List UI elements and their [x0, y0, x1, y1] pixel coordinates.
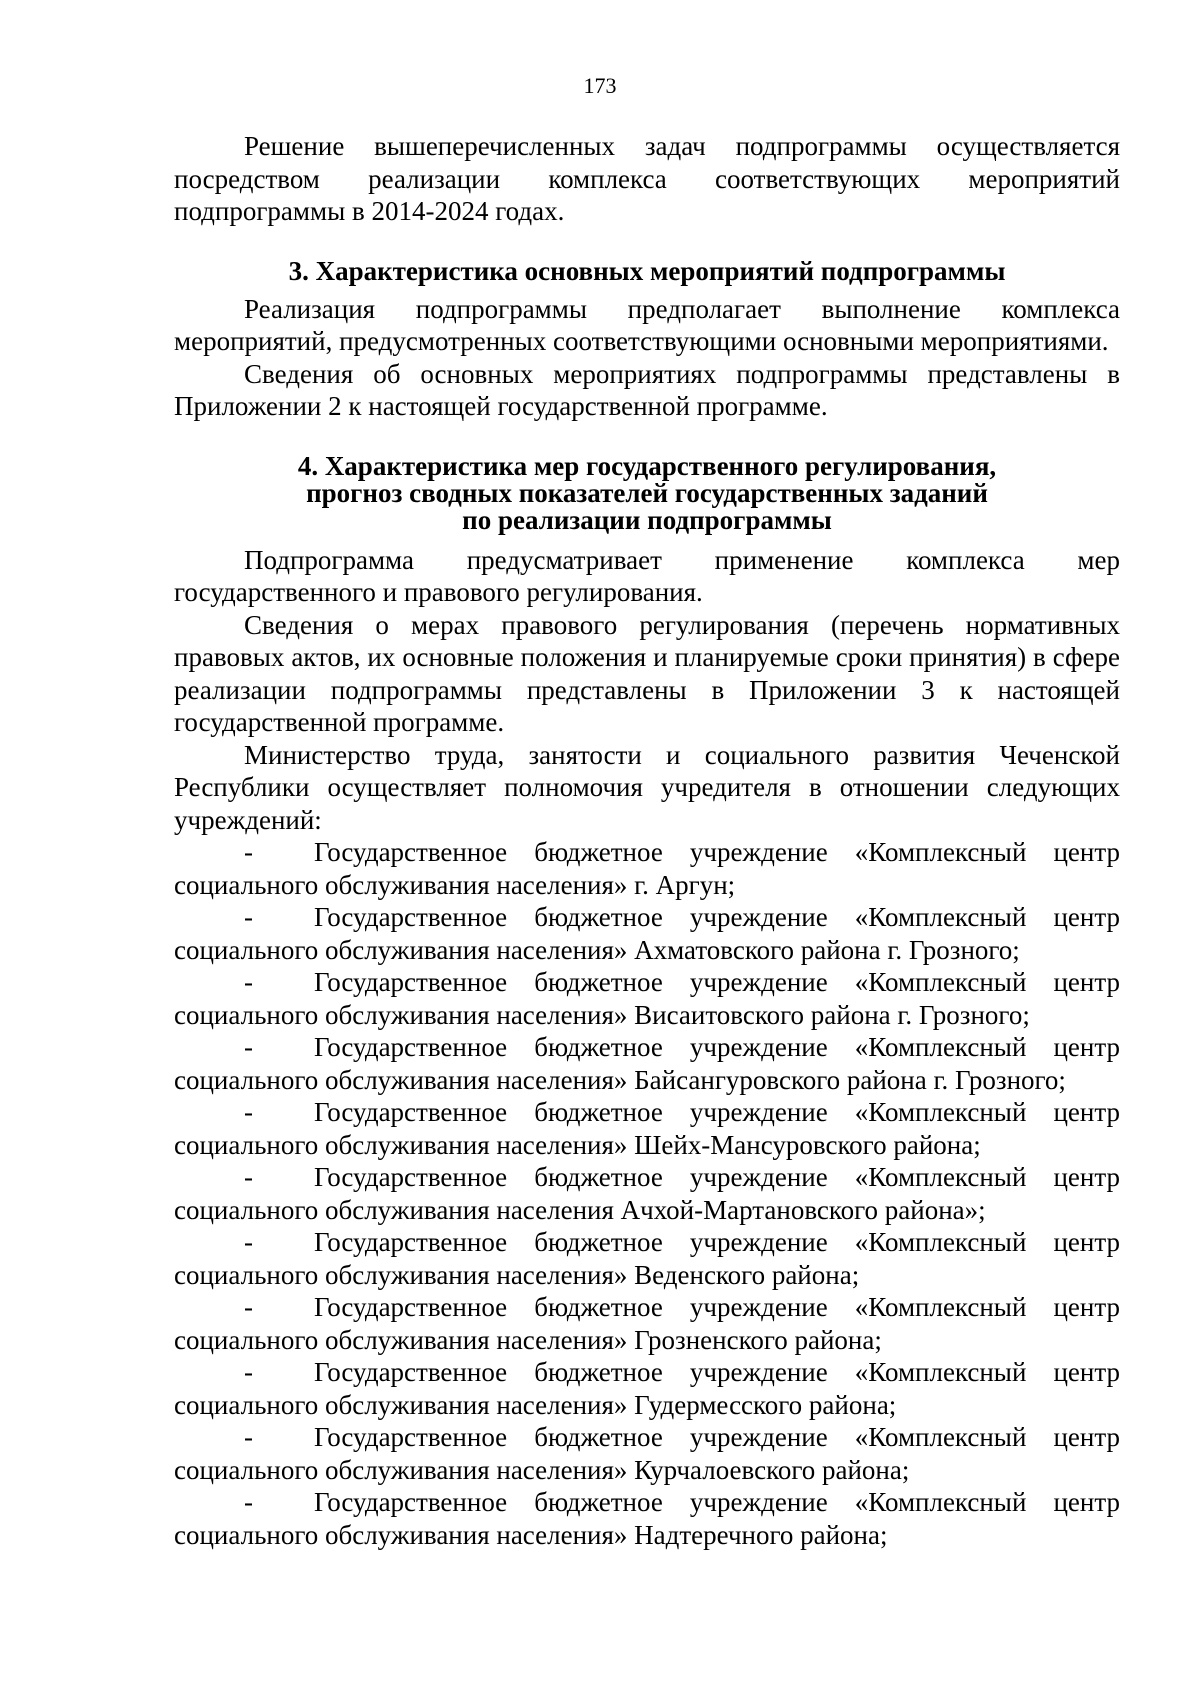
- list-item-text: Государственное бюджетное учреждение «Комплексный центр социального обслуживания населения» Надтеречного района;: [174, 1487, 1120, 1550]
- list-item: [174, 1096, 1120, 1161]
- list-item: [174, 1226, 1120, 1291]
- list-item-text: Государственное бюджетное учреждение «Комплексный центр социального обслуживания населения Ачхой-Мартановского района»;: [174, 1162, 1120, 1225]
- list-item: [174, 966, 1120, 1031]
- list-item: [174, 901, 1120, 966]
- list-dash: -: [244, 837, 253, 867]
- list-item: [174, 1291, 1120, 1356]
- list-item: [174, 1486, 1120, 1551]
- list-dash: -: [244, 1292, 253, 1322]
- section-4-paragraph: Министерство труда, занятости и социального развития Чеченской Республики осуществляет полномочия учредителя в отношении следующих учреждений:: [174, 739, 1120, 835]
- page-number: 173: [583, 73, 617, 98]
- section-4-heading-line: 4. Характеристика мер государственного регулирования,: [297, 450, 997, 481]
- list-item: [174, 1421, 1120, 1486]
- institutions-list: [174, 836, 1120, 1551]
- intro-paragraph: Решение вышеперечисленных задач подпрограммы осуществляется посредством реализации комплекса соответствующих мероприятий подпрограммы в 2014-2024 годах.: [174, 131, 1120, 226]
- section-4-heading-line: прогноз сводных показателей государственных заданий: [306, 477, 988, 508]
- section-4-heading: [174, 450, 1120, 535]
- list-item-text: Государственное бюджетное учреждение «Комплексный центр социального обслуживания населения» Веденского района;: [174, 1227, 1120, 1290]
- list-dash: -: [244, 1032, 253, 1062]
- list-item-text: Государственное бюджетное учреждение «Комплексный центр социального обслуживания населения» г. Аргун;: [174, 837, 1120, 900]
- list-dash: -: [244, 1357, 253, 1387]
- list-item-text: Государственное бюджетное учреждение «Комплексный центр социального обслуживания населения» Висаитовского района г. Грозного;: [174, 967, 1120, 1030]
- list-dash: -: [244, 1097, 253, 1127]
- section-3-paragraph: Реализация подпрограммы предполагает выполнение комплекса мероприятий, предусмотренных соответствующими основными мероприятиями.: [174, 293, 1120, 356]
- document-body: [174, 130, 1120, 1551]
- list-item: [174, 1161, 1120, 1226]
- list-item: [174, 1356, 1120, 1421]
- section-4-paragraph: Подпрограмма предусматривает применение комплекса мер государственного и правового регулирования.: [174, 544, 1120, 607]
- list-item-text: Государственное бюджетное учреждение «Комплексный центр социального обслуживания населения» Гудермесского района;: [174, 1357, 1120, 1420]
- list-item: [174, 836, 1120, 901]
- list-item-text: Государственное бюджетное учреждение «Комплексный центр социального обслуживания населения» Грозненского района;: [174, 1292, 1120, 1355]
- list-item-text: Государственное бюджетное учреждение «Комплексный центр социального обслуживания населения» Ахматовского района г. Грозного;: [174, 902, 1120, 965]
- list-item-text: Государственное бюджетное учреждение «Комплексный центр социального обслуживания населения» Шейх-Мансуровского района;: [174, 1097, 1120, 1160]
- section-3-heading: 3. Характеристика основных мероприятий подпрограммы: [288, 255, 1006, 286]
- list-item: [174, 1031, 1120, 1096]
- list-item-text: Государственное бюджетное учреждение «Комплексный центр социального обслуживания населения» Курчалоевского района;: [174, 1422, 1120, 1485]
- section-3-paragraph: Сведения об основных мероприятиях подпрограммы представлены в Приложении 2 к настоящей государственной программе.: [174, 358, 1120, 421]
- section-4-heading-line: по реализации подпрограммы: [462, 504, 832, 535]
- section-4-paragraph: Сведения о мерах правового регулирования (перечень нормативных правовых актов, их основные положения и планируемые сроки принятия) в сфере реализации подпрограммы представлены в Приложении 3 к настоящей государственной программе.: [174, 609, 1120, 737]
- list-dash: -: [244, 902, 253, 932]
- list-dash: -: [244, 967, 253, 997]
- list-item-text: Государственное бюджетное учреждение «Комплексный центр социального обслуживания населения» Байсангуровского района г. Грозного;: [174, 1032, 1120, 1095]
- list-dash: -: [244, 1162, 253, 1192]
- list-dash: -: [244, 1227, 253, 1257]
- list-dash: -: [244, 1422, 253, 1452]
- list-dash: -: [244, 1487, 253, 1517]
